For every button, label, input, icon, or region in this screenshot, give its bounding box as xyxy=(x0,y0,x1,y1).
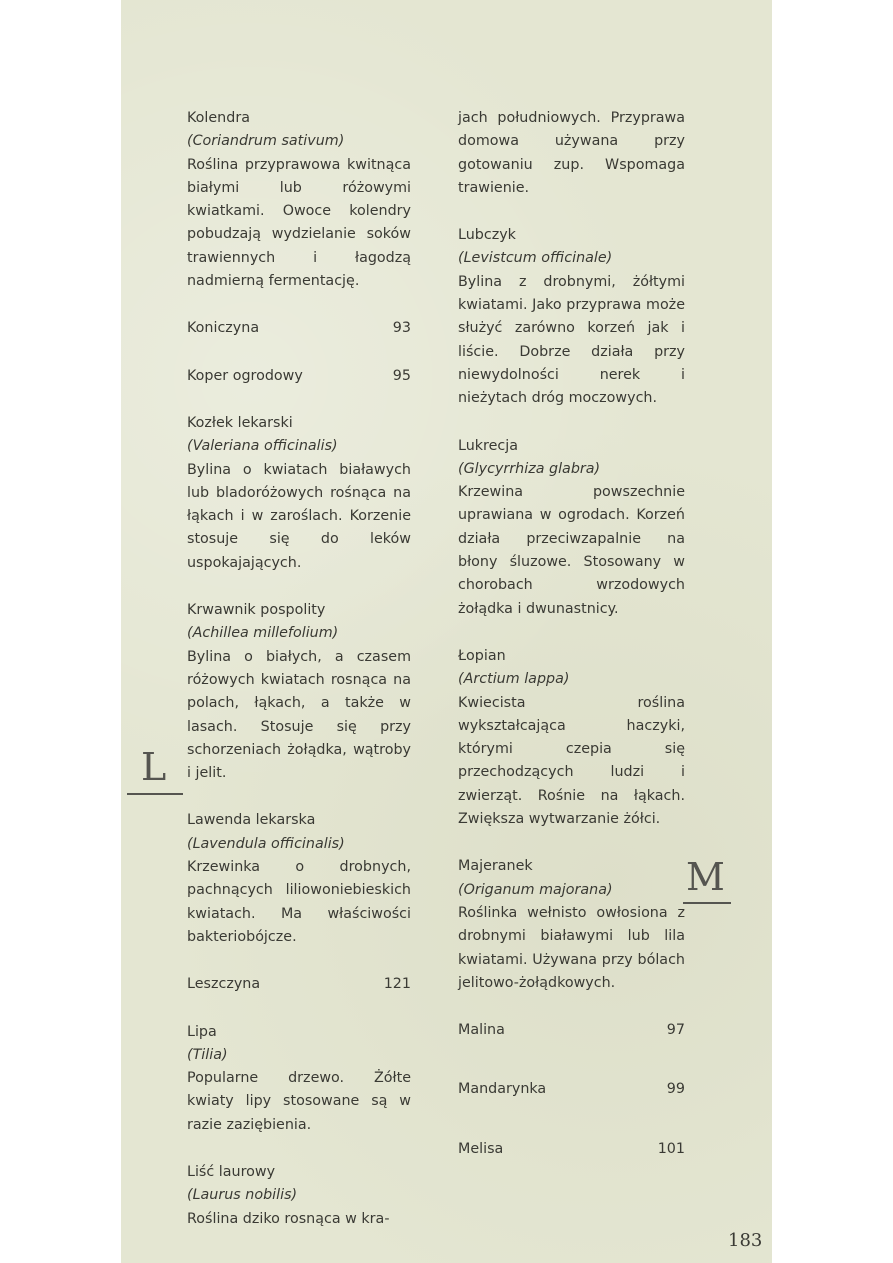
entry-name: Łopian xyxy=(458,647,506,664)
entry-name: Lipa xyxy=(187,1023,217,1040)
entry-latin-name: (Arctium lappa) xyxy=(458,671,570,688)
entry-latin-name: (Valeriana officinalis) xyxy=(187,438,338,455)
index-entry xyxy=(458,645,685,831)
entry-description: Bylina o kwiatach białawych lub bladoróżowych rośnąca na łąkach i w zaroślach. Korzenie stosuje się do leków uspokajających. xyxy=(187,461,411,571)
entry-latin-name: (Laurus nobilis) xyxy=(187,1187,298,1204)
index-entry xyxy=(458,224,685,410)
entry-name: Koniczyna xyxy=(187,320,260,337)
entry-name: Lubczyk xyxy=(458,227,516,244)
page-number: 183 xyxy=(728,1230,763,1251)
entry-description: Krzewina powszechnie uprawiana w ogrodach. Korzeń działa przeciwzapalnie na błony śluzowe. Stosowany w chorobach wrzodowych żołądka i dwunastnicy. xyxy=(458,484,685,617)
entry-latin-name: (Tilia) xyxy=(187,1046,228,1063)
entry-name: Krwawnik pospolity xyxy=(187,602,326,619)
index-entry xyxy=(187,809,411,949)
index-entry xyxy=(187,107,411,293)
index-entry-reference xyxy=(458,1019,685,1042)
entry-description: Roślinka wełnisto owłosiona z drobnymi białawymi lub lila kwiatami. Używana przy bólach jelitowo-żołądkowych. xyxy=(458,904,685,991)
entry-latin-name: (Origanum majorana) xyxy=(458,881,613,898)
entry-latin-name: (Levistcum officinale) xyxy=(458,250,613,267)
entry-description: jach południowych. Przyprawa domowa używana przy gotowaniu zup. Wspomaga trawienie. xyxy=(458,110,685,196)
entry-name: Malina xyxy=(458,1022,505,1039)
entry-latin-name: (Coriandrum sativum) xyxy=(187,133,345,150)
entry-description: Roślina dziko rosnąca w kra- xyxy=(187,1210,390,1227)
entry-page-ref: 101 xyxy=(657,1140,685,1157)
index-column-right xyxy=(458,107,685,1185)
section-letter-l-rule xyxy=(127,793,183,795)
entry-description: Kwiecista roślina wykształcająca haczyki, którymi czepia się przechodzących ludzi i zwierząt. Rośnie na łąkach. Zwiększa wytwarzanie żółci. xyxy=(458,694,685,828)
index-entry-reference xyxy=(187,973,411,996)
entry-latin-name: (Lavendula officinalis) xyxy=(187,835,345,852)
entry-name: Koper ogrodowy xyxy=(187,367,303,384)
index-entry-reference xyxy=(187,365,411,388)
entry-name: Melisa xyxy=(458,1140,504,1157)
entry-name: Lukrecja xyxy=(458,437,519,454)
index-entry xyxy=(187,599,411,785)
index-entry-reference xyxy=(458,1138,685,1161)
entry-latin-name: (Achillea millefolium) xyxy=(187,625,339,642)
entry-name: Kolendra xyxy=(187,110,250,126)
entry-page-ref: 121 xyxy=(383,976,411,993)
section-letter-l: L xyxy=(141,745,167,789)
entry-page-ref: 93 xyxy=(392,320,411,337)
entry-description: Popularne drzewo. Żółte kwiaty lipy stosowane są w razie zaziębienia. xyxy=(187,1070,411,1133)
index-entry-reference xyxy=(187,317,411,340)
entry-description: Roślina przyprawowa kwitnąca białymi lub różowymi kwiatkami. Owoce kolendry pobudzają wydzielanie soków trawiennych i łagodzą nadmierną fermentację. xyxy=(187,156,411,290)
entry-description: Bylina o białych, a czasem różowych kwiatach rosnąca na polach, łąkach, a także w lasach. Stosuje się przy schorzeniach żołądka, wątroby i jelit. xyxy=(187,648,411,782)
index-entry xyxy=(187,1161,411,1231)
entry-latin-name: (Glycyrrhiza glabra) xyxy=(458,460,601,477)
index-entry xyxy=(187,1021,411,1137)
entry-name: Leszczyna xyxy=(187,976,261,993)
entry-page-ref: 99 xyxy=(666,1081,685,1098)
entry-name: Mandarynka xyxy=(458,1081,547,1098)
entry-name: Liść laurowy xyxy=(187,1163,276,1180)
entry-page-ref: 95 xyxy=(392,367,411,384)
entry-page-ref: 97 xyxy=(666,1022,685,1039)
index-entry xyxy=(187,412,411,575)
index-entry-continued xyxy=(458,107,685,200)
entry-name: Lawenda lekarska xyxy=(187,812,316,829)
index-column-left xyxy=(187,107,411,1255)
entry-name: Majeranek xyxy=(458,858,533,875)
entry-description: Bylina z drobnymi, żółtymi kwiatami. Jako przyprawa może służyć zarówno korzeń jak i liście. Dobrze działa przy niewydolności nerek i nieżytach dróg moczowych. xyxy=(458,273,685,407)
entry-name: Kozłek lekarski xyxy=(187,414,293,431)
section-letter-m-rule xyxy=(683,902,731,904)
entry-description: Krzewinka o drobnych, pachnących liliowoniebieskich kwiatach. Ma właściwości bakteriobójcze. xyxy=(187,859,411,945)
index-entry xyxy=(458,435,685,621)
index-entry-reference xyxy=(458,1078,685,1101)
section-letter-m: M xyxy=(686,855,725,899)
index-entry xyxy=(458,855,685,995)
